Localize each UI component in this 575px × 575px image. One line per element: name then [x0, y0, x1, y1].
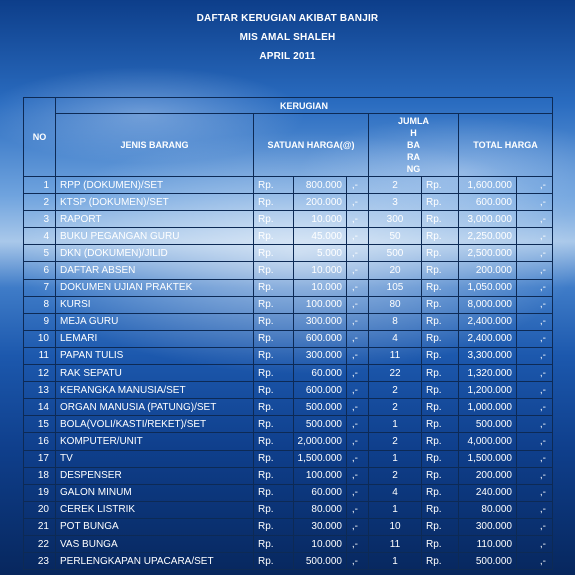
row-unit-price: 5.000 — [294, 245, 347, 262]
row-unit-currency: Rp. — [254, 177, 294, 194]
row-no: 2 — [24, 194, 56, 211]
row-item-name: PAPAN TULIS — [56, 347, 254, 364]
row-total-currency: Rp. — [422, 450, 459, 467]
row-quantity: 50 — [369, 228, 422, 245]
row-total-suffix: ,- — [517, 553, 553, 570]
row-item-name: PERLENGKAPAN UPACARA/SET — [56, 553, 254, 570]
row-quantity: 4 — [369, 330, 422, 347]
row-total-currency: Rp. — [422, 433, 459, 450]
row-item-name: DKN (DOKUMEN)/JILID — [56, 245, 254, 262]
row-unit-suffix: ,- — [347, 330, 369, 347]
row-unit-currency: Rp. — [254, 518, 294, 535]
row-unit-currency: Rp. — [254, 347, 294, 364]
row-unit-currency: Rp. — [254, 399, 294, 416]
table-row — [24, 262, 553, 279]
row-item-name: MEJA GURU — [56, 313, 254, 330]
row-unit-suffix: ,- — [347, 382, 369, 399]
row-total-suffix: ,- — [517, 484, 553, 501]
table-row — [24, 347, 553, 364]
row-no: 23 — [24, 553, 56, 570]
row-total-suffix: ,- — [517, 467, 553, 484]
row-no: 14 — [24, 399, 56, 416]
row-total-suffix: ,- — [517, 194, 553, 211]
row-quantity: 22 — [369, 365, 422, 382]
row-unit-currency: Rp. — [254, 245, 294, 262]
loss-table — [23, 97, 553, 570]
row-quantity: 8 — [369, 313, 422, 330]
row-quantity: 2 — [369, 433, 422, 450]
table-row — [24, 194, 553, 211]
row-quantity: 80 — [369, 296, 422, 313]
row-unit-price: 100.000 — [294, 467, 347, 484]
row-no: 13 — [24, 382, 56, 399]
row-no: 11 — [24, 347, 56, 364]
row-total-currency: Rp. — [422, 194, 459, 211]
row-total-currency: Rp. — [422, 313, 459, 330]
row-quantity: 2 — [369, 467, 422, 484]
row-total-currency: Rp. — [422, 245, 459, 262]
row-unit-price: 500.000 — [294, 399, 347, 416]
row-quantity: 11 — [369, 535, 422, 552]
row-unit-currency: Rp. — [254, 262, 294, 279]
row-item-name: DAFTAR ABSEN — [56, 262, 254, 279]
row-total-currency: Rp. — [422, 177, 459, 194]
row-unit-price: 1,500.000 — [294, 450, 347, 467]
row-unit-price: 10.000 — [294, 279, 347, 296]
row-item-name: TV — [56, 450, 254, 467]
row-unit-price: 800.000 — [294, 177, 347, 194]
row-unit-currency: Rp. — [254, 484, 294, 501]
row-quantity: 10 — [369, 518, 422, 535]
row-total-currency: Rp. — [422, 296, 459, 313]
row-unit-price: 60.000 — [294, 484, 347, 501]
row-total-currency: Rp. — [422, 365, 459, 382]
document-title — [0, 9, 575, 66]
row-item-name: BOLA(VOLI/KASTI/REKET)/SET — [56, 416, 254, 433]
row-item-name: GALON MINUM — [56, 484, 254, 501]
row-item-name: ORGAN MANUSIA (PATUNG)/SET — [56, 399, 254, 416]
table-body — [24, 177, 553, 570]
row-unit-suffix: ,- — [347, 518, 369, 535]
row-total-currency: Rp. — [422, 535, 459, 552]
row-item-name: CEREK LISTRIK — [56, 501, 254, 518]
table-row — [24, 535, 553, 552]
row-total-currency: Rp. — [422, 416, 459, 433]
row-unit-suffix: ,- — [347, 450, 369, 467]
row-unit-suffix: ,- — [347, 211, 369, 228]
table-row — [24, 416, 553, 433]
table-row — [24, 450, 553, 467]
row-unit-currency: Rp. — [254, 382, 294, 399]
row-no: 8 — [24, 296, 56, 313]
header-jenis-barang: JENIS BARANG — [56, 114, 254, 177]
row-unit-suffix: ,- — [347, 228, 369, 245]
row-quantity: 20 — [369, 262, 422, 279]
row-total-suffix: ,- — [517, 518, 553, 535]
table-row — [24, 245, 553, 262]
row-no: 4 — [24, 228, 56, 245]
row-quantity: 1 — [369, 501, 422, 518]
row-total-price: 600.000 — [459, 194, 517, 211]
row-unit-suffix: ,- — [347, 296, 369, 313]
header-no: NO — [24, 98, 56, 177]
row-quantity: 1 — [369, 416, 422, 433]
title-line-3: APRIL 2011 — [259, 51, 316, 62]
row-unit-suffix: ,- — [347, 365, 369, 382]
row-quantity: 3 — [369, 194, 422, 211]
table-row — [24, 211, 553, 228]
row-unit-suffix: ,- — [347, 194, 369, 211]
table-row — [24, 484, 553, 501]
row-total-price: 8,000.000 — [459, 296, 517, 313]
row-no: 12 — [24, 365, 56, 382]
row-unit-price: 45.000 — [294, 228, 347, 245]
row-unit-price: 80.000 — [294, 501, 347, 518]
row-total-suffix: ,- — [517, 365, 553, 382]
row-total-suffix: ,- — [517, 416, 553, 433]
row-quantity: 11 — [369, 347, 422, 364]
row-no: 17 — [24, 450, 56, 467]
row-total-currency: Rp. — [422, 382, 459, 399]
row-unit-price: 300.000 — [294, 313, 347, 330]
row-total-currency: Rp. — [422, 211, 459, 228]
row-no: 9 — [24, 313, 56, 330]
row-total-suffix: ,- — [517, 313, 553, 330]
row-unit-suffix: ,- — [347, 467, 369, 484]
row-total-currency: Rp. — [422, 553, 459, 570]
header-satuan-harga: SATUAN HARGA(@) — [254, 114, 369, 177]
row-total-currency: Rp. — [422, 279, 459, 296]
row-total-suffix: ,- — [517, 177, 553, 194]
row-no: 6 — [24, 262, 56, 279]
row-unit-currency: Rp. — [254, 194, 294, 211]
row-total-suffix: ,- — [517, 262, 553, 279]
row-no: 20 — [24, 501, 56, 518]
row-unit-currency: Rp. — [254, 467, 294, 484]
row-total-price: 200.000 — [459, 467, 517, 484]
table-row — [24, 553, 553, 570]
row-total-suffix: ,- — [517, 501, 553, 518]
header-jumlah-barang: JUMLA H BA RA NG — [369, 114, 459, 177]
table-row — [24, 467, 553, 484]
row-unit-suffix: ,- — [347, 279, 369, 296]
row-unit-currency: Rp. — [254, 279, 294, 296]
row-unit-price: 200.000 — [294, 194, 347, 211]
row-no: 15 — [24, 416, 56, 433]
row-unit-price: 10.000 — [294, 211, 347, 228]
row-unit-currency: Rp. — [254, 313, 294, 330]
header-total-harga: TOTAL HARGA — [459, 114, 553, 177]
row-total-currency: Rp. — [422, 518, 459, 535]
row-total-price: 1,200.000 — [459, 382, 517, 399]
table-row — [24, 399, 553, 416]
row-unit-price: 10.000 — [294, 262, 347, 279]
row-unit-currency: Rp. — [254, 330, 294, 347]
row-total-price: 1,600.000 — [459, 177, 517, 194]
header-kerugian: KERUGIAN — [56, 98, 553, 114]
row-unit-suffix: ,- — [347, 399, 369, 416]
row-unit-currency: Rp. — [254, 416, 294, 433]
row-total-price: 2,500.000 — [459, 245, 517, 262]
row-total-price: 200.000 — [459, 262, 517, 279]
row-unit-currency: Rp. — [254, 553, 294, 570]
row-quantity: 500 — [369, 245, 422, 262]
row-unit-currency: Rp. — [254, 228, 294, 245]
row-total-price: 3,300.000 — [459, 347, 517, 364]
row-unit-currency: Rp. — [254, 211, 294, 228]
row-unit-currency: Rp. — [254, 433, 294, 450]
row-total-suffix: ,- — [517, 279, 553, 296]
row-item-name: RPP (DOKUMEN)/SET — [56, 177, 254, 194]
row-total-currency: Rp. — [422, 228, 459, 245]
row-quantity: 2 — [369, 382, 422, 399]
row-quantity: 2 — [369, 399, 422, 416]
row-unit-price: 100.000 — [294, 296, 347, 313]
title-line-2: MIS AMAL SHALEH — [239, 32, 336, 43]
table-row — [24, 518, 553, 535]
row-unit-currency: Rp. — [254, 296, 294, 313]
row-unit-currency: Rp. — [254, 365, 294, 382]
row-total-suffix: ,- — [517, 535, 553, 552]
table-row — [24, 433, 553, 450]
row-quantity: 300 — [369, 211, 422, 228]
row-total-suffix: ,- — [517, 211, 553, 228]
row-no: 1 — [24, 177, 56, 194]
row-total-currency: Rp. — [422, 399, 459, 416]
row-total-currency: Rp. — [422, 347, 459, 364]
row-total-price: 300.000 — [459, 518, 517, 535]
row-total-suffix: ,- — [517, 296, 553, 313]
row-quantity: 1 — [369, 450, 422, 467]
table-row — [24, 382, 553, 399]
row-item-name: KOMPUTER/UNIT — [56, 433, 254, 450]
row-item-name: VAS BUNGA — [56, 535, 254, 552]
row-item-name: KURSI — [56, 296, 254, 313]
row-unit-suffix: ,- — [347, 553, 369, 570]
row-item-name: DOKUMEN UJIAN PRAKTEK — [56, 279, 254, 296]
row-unit-price: 300.000 — [294, 347, 347, 364]
table-row — [24, 177, 553, 194]
row-unit-suffix: ,- — [347, 501, 369, 518]
row-no: 3 — [24, 211, 56, 228]
row-total-price: 80.000 — [459, 501, 517, 518]
row-unit-price: 500.000 — [294, 416, 347, 433]
row-no: 10 — [24, 330, 56, 347]
row-total-price: 240.000 — [459, 484, 517, 501]
row-no: 16 — [24, 433, 56, 450]
row-quantity: 1 — [369, 553, 422, 570]
row-no: 7 — [24, 279, 56, 296]
table-row — [24, 313, 553, 330]
row-unit-currency: Rp. — [254, 450, 294, 467]
row-item-name: KTSP (DOKUMEN)/SET — [56, 194, 254, 211]
row-unit-suffix: ,- — [347, 313, 369, 330]
row-total-price: 2,250.000 — [459, 228, 517, 245]
row-unit-currency: Rp. — [254, 535, 294, 552]
row-unit-suffix: ,- — [347, 416, 369, 433]
row-total-suffix: ,- — [517, 382, 553, 399]
row-total-price: 500.000 — [459, 416, 517, 433]
row-total-price: 1,500.000 — [459, 450, 517, 467]
row-total-suffix: ,- — [517, 347, 553, 364]
row-item-name: BUKU PEGANGAN GURU — [56, 228, 254, 245]
row-total-price: 1,320.000 — [459, 365, 517, 382]
row-total-price: 3,000.000 — [459, 211, 517, 228]
row-unit-price: 60.000 — [294, 365, 347, 382]
row-total-suffix: ,- — [517, 399, 553, 416]
row-no: 19 — [24, 484, 56, 501]
row-unit-price: 10.000 — [294, 535, 347, 552]
row-unit-suffix: ,- — [347, 347, 369, 364]
table-row — [24, 365, 553, 382]
row-total-currency: Rp. — [422, 330, 459, 347]
row-unit-currency: Rp. — [254, 501, 294, 518]
row-unit-suffix: ,- — [347, 177, 369, 194]
row-total-price: 1,000.000 — [459, 399, 517, 416]
row-total-price: 1,050.000 — [459, 279, 517, 296]
row-unit-suffix: ,- — [347, 484, 369, 501]
row-unit-suffix: ,- — [347, 535, 369, 552]
table-row — [24, 501, 553, 518]
row-unit-price: 600.000 — [294, 330, 347, 347]
title-line-1: DAFTAR KERUGIAN AKIBAT BANJIR — [196, 13, 379, 24]
row-total-suffix: ,- — [517, 450, 553, 467]
row-unit-price: 600.000 — [294, 382, 347, 399]
row-total-price: 2,400.000 — [459, 330, 517, 347]
row-no: 21 — [24, 518, 56, 535]
row-total-price: 4,000.000 — [459, 433, 517, 450]
row-total-suffix: ,- — [517, 330, 553, 347]
row-item-name: POT BUNGA — [56, 518, 254, 535]
row-total-price: 110.000 — [459, 535, 517, 552]
row-quantity: 4 — [369, 484, 422, 501]
row-unit-price: 30.000 — [294, 518, 347, 535]
row-total-currency: Rp. — [422, 262, 459, 279]
row-total-currency: Rp. — [422, 467, 459, 484]
row-total-suffix: ,- — [517, 245, 553, 262]
table-row — [24, 296, 553, 313]
row-total-suffix: ,- — [517, 228, 553, 245]
row-unit-suffix: ,- — [347, 262, 369, 279]
row-unit-suffix: ,- — [347, 433, 369, 450]
row-total-currency: Rp. — [422, 484, 459, 501]
table-row — [24, 279, 553, 296]
row-unit-price: 500.000 — [294, 553, 347, 570]
row-item-name: KERANGKA MANUSIA/SET — [56, 382, 254, 399]
row-unit-price: 2,000.000 — [294, 433, 347, 450]
row-total-price: 2,400.000 — [459, 313, 517, 330]
row-no: 22 — [24, 535, 56, 552]
row-unit-suffix: ,- — [347, 245, 369, 262]
row-item-name: RAPORT — [56, 211, 254, 228]
row-no: 5 — [24, 245, 56, 262]
row-quantity: 105 — [369, 279, 422, 296]
row-total-currency: Rp. — [422, 501, 459, 518]
table-row — [24, 228, 553, 245]
row-item-name: RAK SEPATU — [56, 365, 254, 382]
row-no: 18 — [24, 467, 56, 484]
table-row — [24, 330, 553, 347]
row-item-name: DESPENSER — [56, 467, 254, 484]
row-item-name: LEMARI — [56, 330, 254, 347]
row-total-suffix: ,- — [517, 433, 553, 450]
row-total-price: 500.000 — [459, 553, 517, 570]
row-quantity: 2 — [369, 177, 422, 194]
